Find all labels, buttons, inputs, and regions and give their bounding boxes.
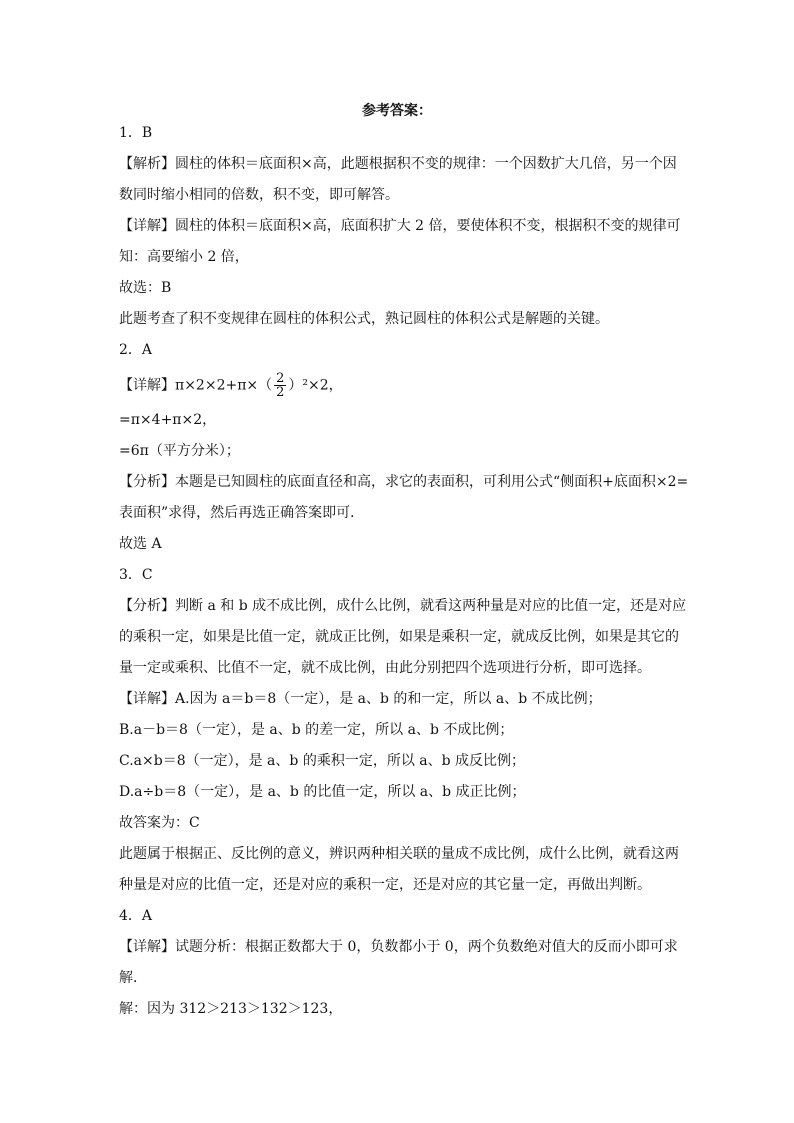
- answer-3-number: 3．C: [119, 567, 153, 583]
- answer-3-detail-b: B.a－b＝8（一定），是 a、b 的差一定，所以 a、b 不成比例；: [119, 722, 514, 738]
- answer-3-choice: 故答案为：C: [119, 815, 200, 831]
- answer-2-analysis-line1: 【分析】本题是已知圆柱的底面直径和高，求它的表面积，可利用公式“侧面积+底面积×2=: [119, 474, 689, 490]
- answer-3-detail-d: D.a÷b＝8（一定），是 a、b 的比值一定，所以 a、b 成正比例；: [119, 784, 526, 800]
- answer-2-choice: 故选 A: [119, 536, 162, 552]
- answer-4-solution: 解：因为 312＞213＞132＞123，: [119, 1001, 343, 1017]
- answer-1-number: 1．B: [119, 125, 153, 141]
- answer-1-analysis-line1: 【解析】圆柱的体积＝底面积×高，此题根据积不变的规律：一个因数扩大几倍，另一个因: [119, 156, 677, 172]
- fraction-numerator: 2: [276, 371, 285, 386]
- answer-4-detail-line2: 解．: [119, 970, 147, 986]
- answer-3-summary-line1: 此题属于根据正、反比例的意义，辨识两种相关联的量成不成比例，成什么比例，就看这两: [119, 846, 679, 862]
- answer-3-summary-line2: 种量是对应的比值一定，还是对应的乘积一定，还是对应的其它量一定，再做出判断。: [119, 877, 651, 893]
- answer-3-detail-c: C.a×b＝8（一定），是 a、b 的乘积一定，所以 a、b 成反比例；: [119, 753, 526, 769]
- fraction: [274, 372, 286, 399]
- answer-1-detail-line1: 【详解】圆柱的体积＝底面积×高，底面积扩大 2 倍，要使体积不变，根据积不变的规律可: [119, 218, 681, 234]
- fraction-denominator: 2: [276, 385, 285, 400]
- answer-1-choice: 故选：B: [119, 280, 172, 296]
- answer-2-step2: =6π（平方分米）；: [119, 443, 240, 459]
- answer-2-analysis-line2: 表面积”求得，然后再选正确答案即可．: [119, 505, 365, 521]
- answer-4-detail-line1: 【详解】试题分析：根据正数都大于 0，负数都小于 0，两个负数绝对值大的反而小即可求: [119, 939, 678, 955]
- answer-2-formula: [119, 372, 343, 399]
- formula-suffix: ）²×2，: [288, 377, 343, 394]
- answer-4-number: 4．A: [119, 908, 153, 924]
- page-title: 参考答案：: [362, 103, 432, 119]
- answer-1-analysis-line2: 数同时缩小相同的倍数，积不变，即可解答。: [119, 187, 399, 203]
- formula-prefix: 【详解】π×2×2+π×（: [119, 377, 273, 394]
- answer-3-analysis-line1: 【分析】判断 a 和 b 成不成比例，成什么比例，就看这两种量是对应的比值一定，还是对应: [119, 598, 687, 614]
- answer-1-summary: 此题考查了积不变规律在圆柱的体积公式，熟记圆柱的体积公式是解题的关键。: [119, 311, 609, 327]
- answer-2-number: 2．A: [119, 342, 153, 358]
- answer-1-detail-line2: 知：高要缩小 2 倍，: [119, 249, 249, 265]
- answer-3-analysis-line2: 的乘积一定，如果是比值一定，就成正比例，如果是乘积一定，就成反比例，如果是其它的: [119, 629, 679, 645]
- answer-2-step1: =π×4+π×2，: [119, 412, 217, 428]
- answer-3-detail-a: 【详解】A.因为 a＝b＝8（一定），是 a、b 的和一定，所以 a、b 不成比例；: [119, 691, 602, 707]
- answer-3-analysis-line3: 量一定或乘积、比值不一定，就不成比例，由此分别把四个选项进行分析，即可选择。: [119, 660, 651, 676]
